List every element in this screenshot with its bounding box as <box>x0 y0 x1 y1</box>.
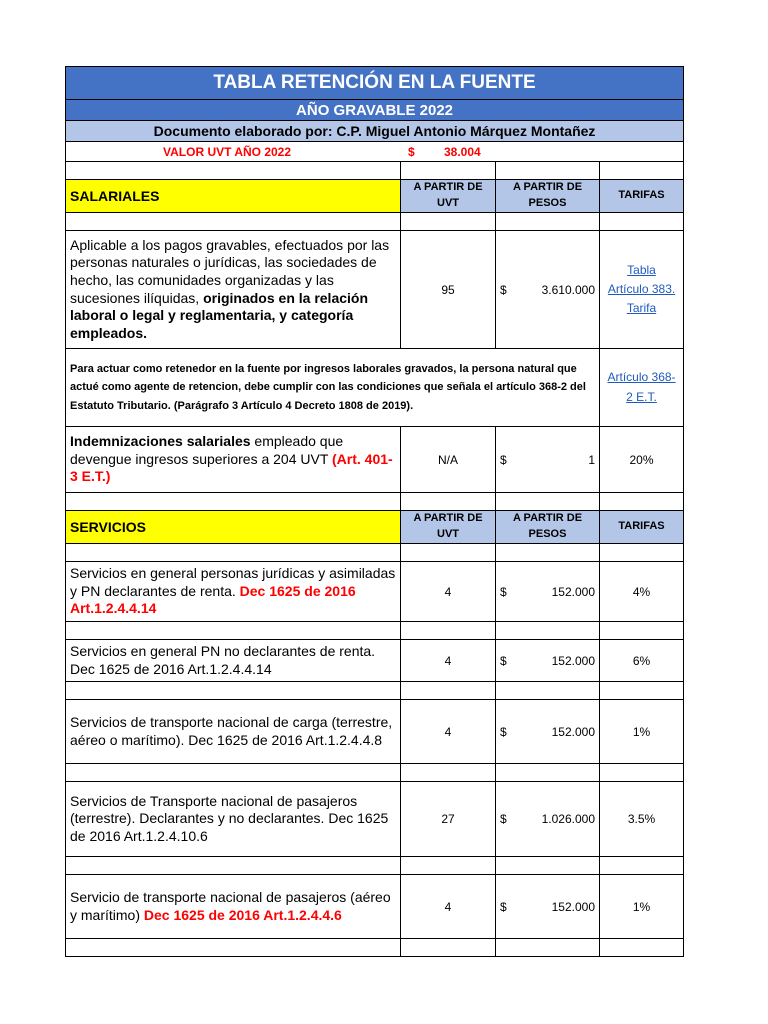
col-header-uvt: A PARTIR DE UVT <box>401 511 496 544</box>
uvt-row <box>66 142 684 162</box>
uvt-cell: 95 <box>401 231 496 349</box>
servicios-row <box>66 782 684 857</box>
uvt-label: VALOR UVT AÑO 2022 <box>163 144 292 159</box>
title-row <box>66 67 684 100</box>
salariales-note-row <box>66 349 684 427</box>
pesos-cell: $ 1.026.000 <box>496 782 600 857</box>
pesos-cell: $ 152.000 <box>496 562 600 622</box>
col-header-pesos: A PARTIR DE PESOS <box>496 180 600 213</box>
spacer-row <box>66 213 684 231</box>
retention-table <box>65 66 684 957</box>
spacer-row <box>66 764 684 782</box>
uvt-value: 38.004 <box>444 144 481 159</box>
tarifa-cell: 20% <box>600 427 684 493</box>
salariales-header-row <box>66 180 684 213</box>
pesos-cell: $ 152.000 <box>496 640 600 682</box>
servicio-description: Servicios en general PN no declarantes de renta. Dec 1625 de 2016 Art.1.2.4.4.14 <box>66 640 401 682</box>
spacer-row <box>66 544 684 562</box>
col-header-pesos: A PARTIR DE PESOS <box>496 511 600 544</box>
tax-year: AÑO GRAVABLE 2022 <box>66 100 684 121</box>
tarifa-cell: 4% <box>600 562 684 622</box>
servicio-description: Servicios en general personas jurídicas y asimiladas y PN declarantes de renta. Dec 1625 de 2016 Art.1.2.4.4.14 <box>66 562 401 622</box>
spacer-row <box>66 939 684 957</box>
spacer-row <box>66 162 684 180</box>
salariales-description: Aplicable a los pagos gravables, efectuados por las personas naturales o jurídicas, las sociedades de hecho, las comunidades organizadas y las sucesiones ilíquidas, originados en la relación laboral o legal y reglamentaria, y categoría empleados. <box>66 231 401 349</box>
uvt-cell: 27 <box>401 782 496 857</box>
spacer-row <box>66 857 684 875</box>
tarifa-cell: 6% <box>600 640 684 682</box>
link-articulo-368-2[interactable]: Artículo 368- 2 E.T. <box>600 349 684 427</box>
servicios-header-row <box>66 511 684 544</box>
col-header-uvt: A PARTIR DE UVT <box>401 180 496 213</box>
tarifa-cell: 1% <box>600 875 684 939</box>
servicio-description: Servicio de transporte nacional de pasajeros (aéreo y marítimo) Dec 1625 de 2016 Art.1.2.4.4.6 <box>66 875 401 939</box>
tarifa-cell: 3.5% <box>600 782 684 857</box>
servicios-row <box>66 875 684 939</box>
page-title: TABLA RETENCIÓN EN LA FUENTE <box>66 67 684 100</box>
col-header-tarifas: TARIFAS <box>600 511 684 544</box>
pesos-cell: $ 3.610.000 <box>496 231 600 349</box>
spacer-row <box>66 682 684 700</box>
retenedor-note: Para actuar como retenedor en la fuente por ingresos laborales gravados, la persona natural que actué como agente de retencion, debe cumplir con las condiciones que señala el artículo 368-2 del Estatuto Tributario. (Parágrafo 3 Artículo 4 Decreto 1808 de 2019). <box>66 349 600 427</box>
uvt-currency: $ <box>408 144 415 159</box>
author-row <box>66 121 684 142</box>
section-servicios: SERVICIOS <box>66 511 401 544</box>
uvt-cell: 4 <box>401 875 496 939</box>
pesos-cell: $ 152.000 <box>496 875 600 939</box>
uvt-cell: 4 <box>401 640 496 682</box>
uvt-cell: N/A <box>401 427 496 493</box>
servicios-row <box>66 562 684 622</box>
col-header-tarifas: TARIFAS <box>600 180 684 213</box>
salariales-row-main <box>66 231 684 349</box>
servicio-description: Servicios de transporte nacional de carga (terrestre, aéreo o marítimo). Dec 1625 de 2016 Art.1.2.4.4.8 <box>66 700 401 764</box>
servicio-description: Servicios de Transporte nacional de pasajeros (terrestre). Declarantes y no declarantes. Dec 1625 de 2016 Art.1.2.4.10.6 <box>66 782 401 857</box>
section-salariales: SALARIALES <box>66 180 401 213</box>
link-tabla-articulo-383[interactable]: Tabla Artículo 383. Tarifa <box>600 231 684 349</box>
spacer-row <box>66 622 684 640</box>
pesos-cell: $ 1 <box>496 427 600 493</box>
servicios-row <box>66 700 684 764</box>
uvt-cell: 4 <box>401 562 496 622</box>
indemnizaciones-row <box>66 427 684 493</box>
servicios-row <box>66 640 684 682</box>
spacer-row <box>66 493 684 511</box>
indemnizaciones-description: Indemnizaciones salariales empleado que devengue ingresos superiores a 204 UVT (Art. 401-3 E.T.) <box>66 427 401 493</box>
tarifa-cell: 1% <box>600 700 684 764</box>
uvt-cell: 4 <box>401 700 496 764</box>
pesos-cell: $ 152.000 <box>496 700 600 764</box>
year-row <box>66 100 684 121</box>
author-credit: Documento elaborado por: C.P. Miguel Antonio Márquez Montañez <box>66 121 684 142</box>
